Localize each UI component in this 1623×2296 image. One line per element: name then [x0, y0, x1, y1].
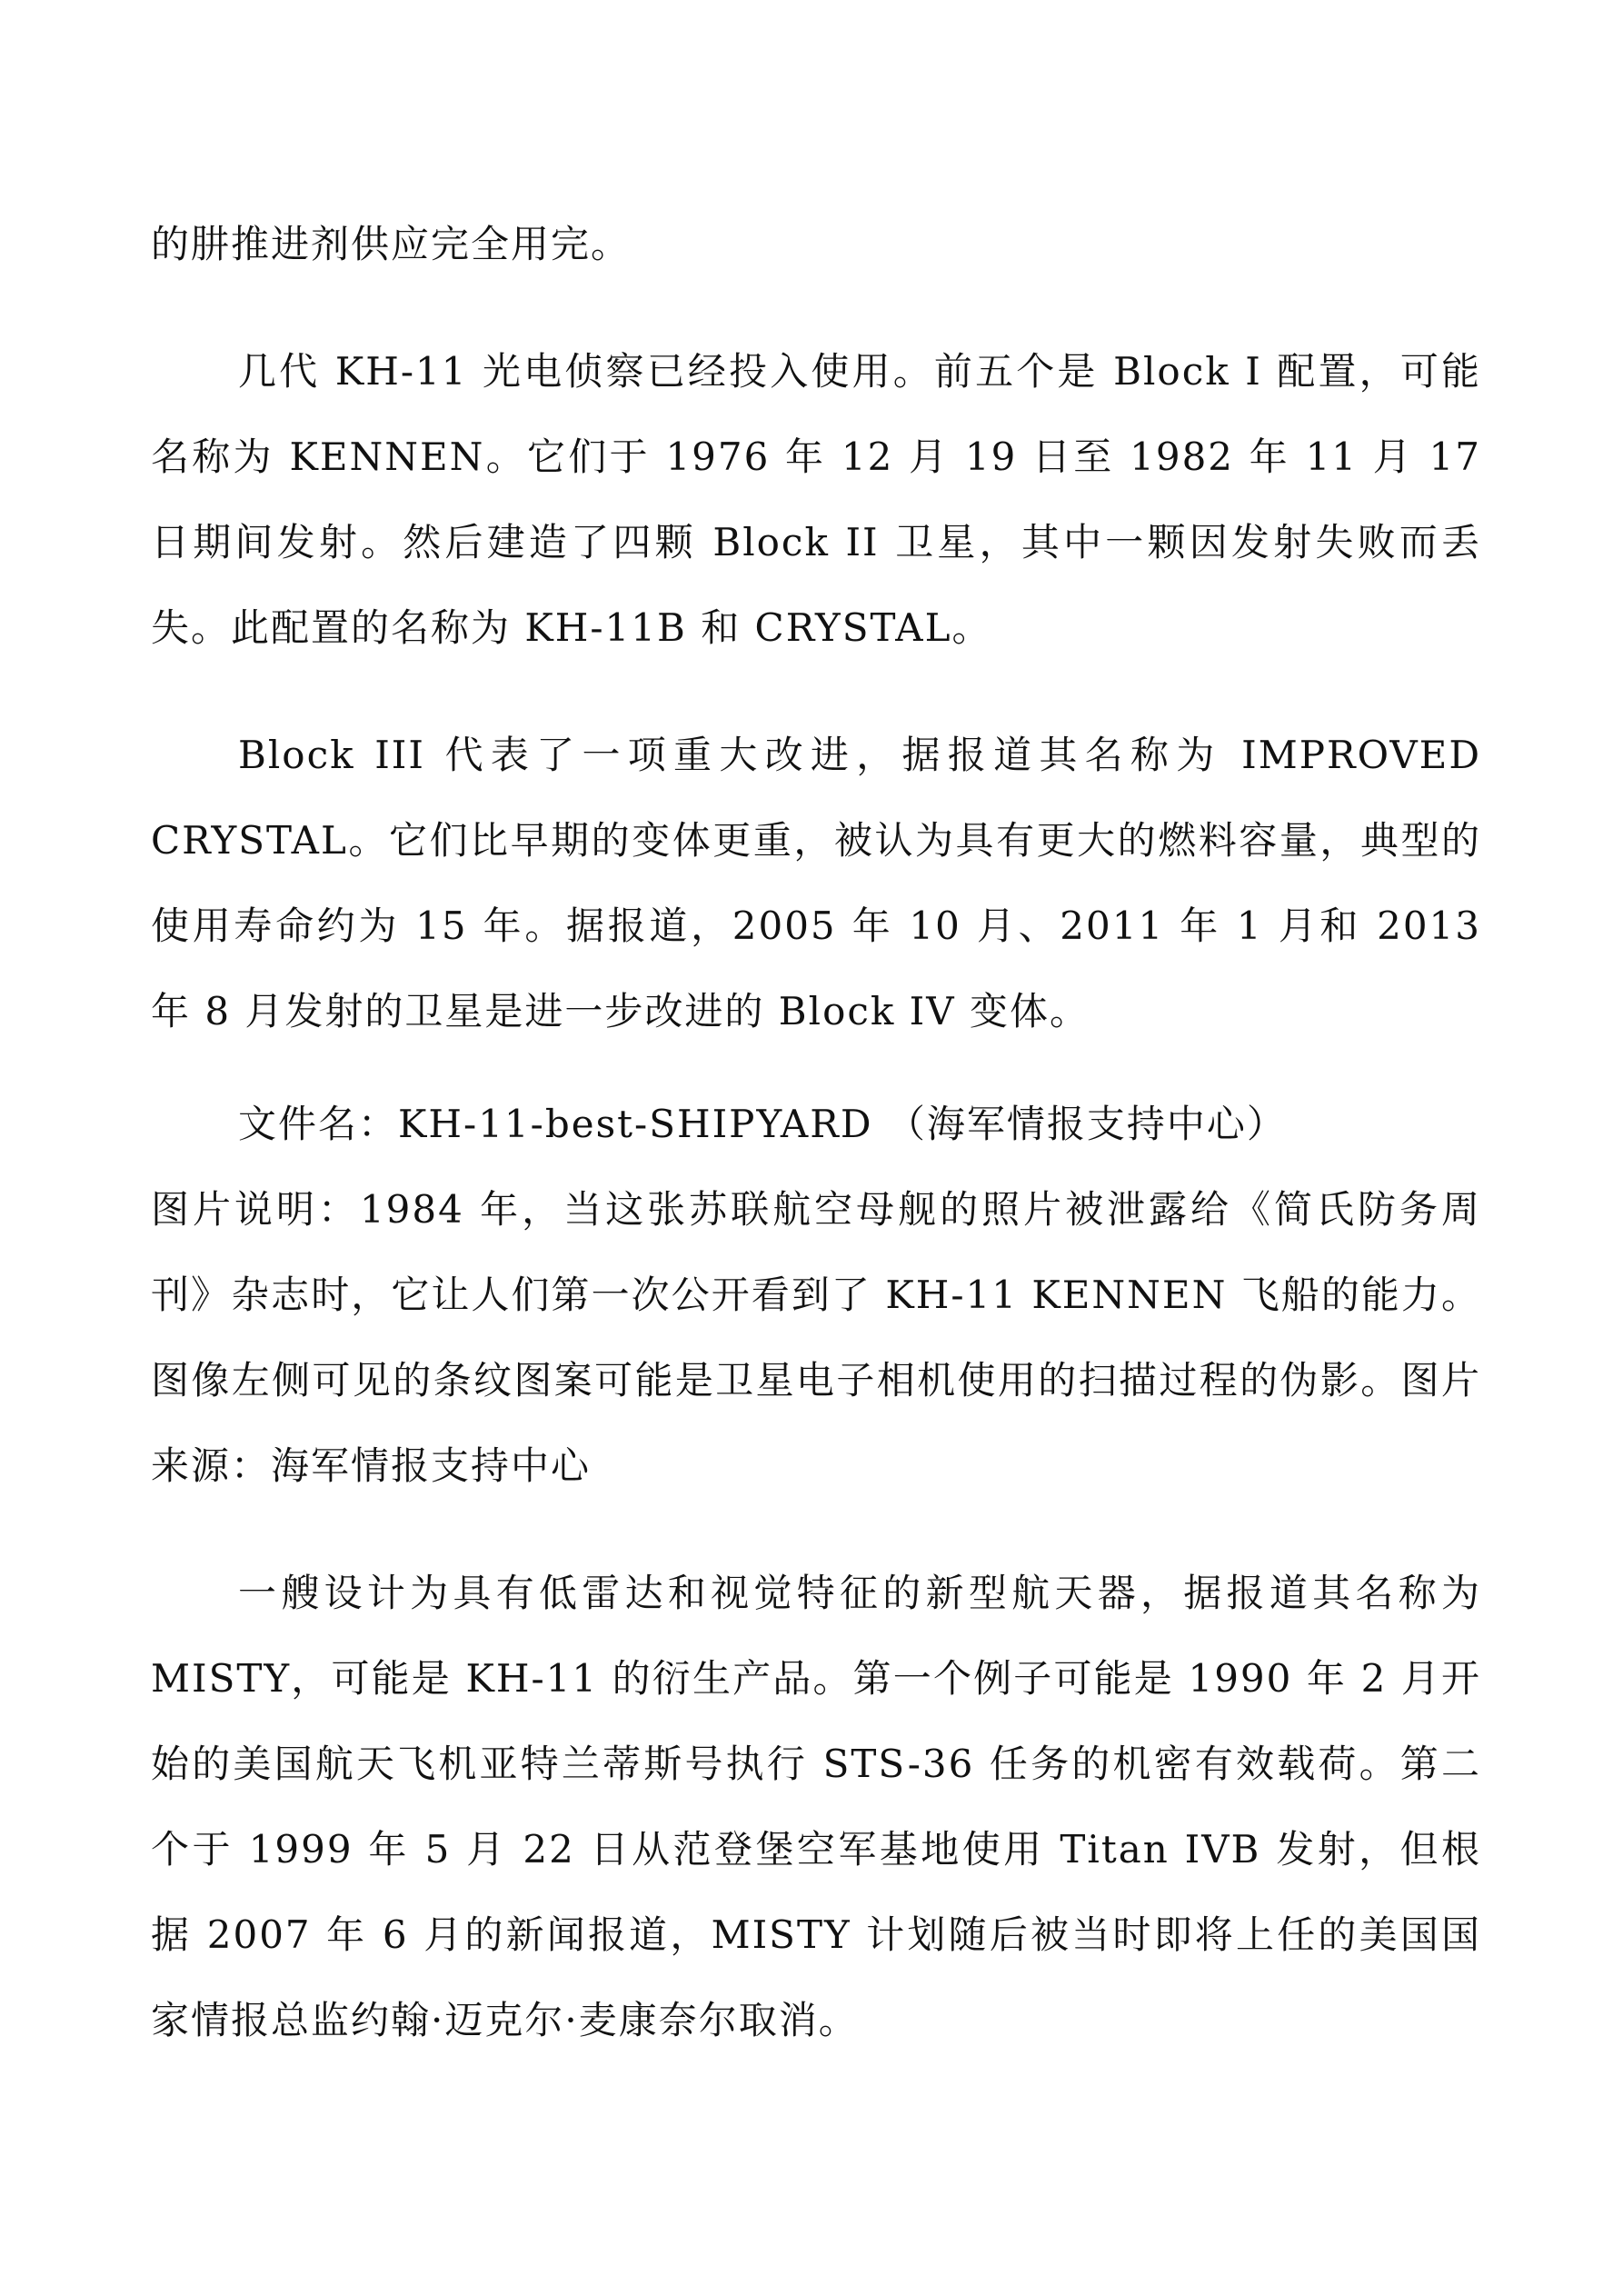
paragraph-kh11-generations: 几代 KH-11 光电侦察已经投入使用。前五个是 Block I 配置，可能名称为 KENNEN。它们于 1976 年 12 月 19 日至 1982 年 11 月 17 日期间发射。然后建造了四颗 Block II 卫星，其中一颗因发射失败而丢失。此配置的名称为 KH-11B 和 CRYSTAL。 — [151, 349, 1481, 650]
paragraph-block-iii: Block III 代表了一项重大改进，据报道其名称为 IMPROVED CRYSTAL。它们比早期的变体更重，被认为具有更大的燃料容量，典型的使用寿命约为 15 年。据报道，2005 年 10 月、2011 年 1 月和 2013 年 8 月发射的卫星是进一步改进的 Block IV 变体。 — [151, 733, 1481, 1033]
image-caption: 图片说明：1984 年，当这张苏联航空母舰的照片被泄露给《简氏防务周刊》杂志时，它让人们第一次公开看到了 KH-11 KENNEN 飞船的能力。图像左侧可见的条纹图案可能是卫星电子相机使用的扫描过程的伪影。图片来源：海军情报支持中心 — [151, 1187, 1481, 1488]
image-file-name: 文件名：KH-11-best-SHIPYARD （海军情报支持中心） — [238, 1102, 1287, 1146]
document-page — [151, 202, 1481, 2063]
paragraph-continuation: 的肼推进剂供应完全用完。 — [151, 222, 632, 266]
paragraph-misty: 一艘设计为具有低雷达和视觉特征的新型航天器，据报道其名称为 MISTY，可能是 KH-11 的衍生产品。第一个例子可能是 1990 年 2 月开始的美国航天飞机亚特兰蒂斯号执行 STS-36 任务的机密有效载荷。第二个于 1999 年 5 月 22 日从范登堡空军基地使用 Titan IVB 发射，但根据 2007 年 6 月的新闻报道，MISTY 计划随后被当时即将上任的美国国家情报总监约翰·迈克尔·麦康奈尔取消。 — [151, 1571, 1481, 2042]
